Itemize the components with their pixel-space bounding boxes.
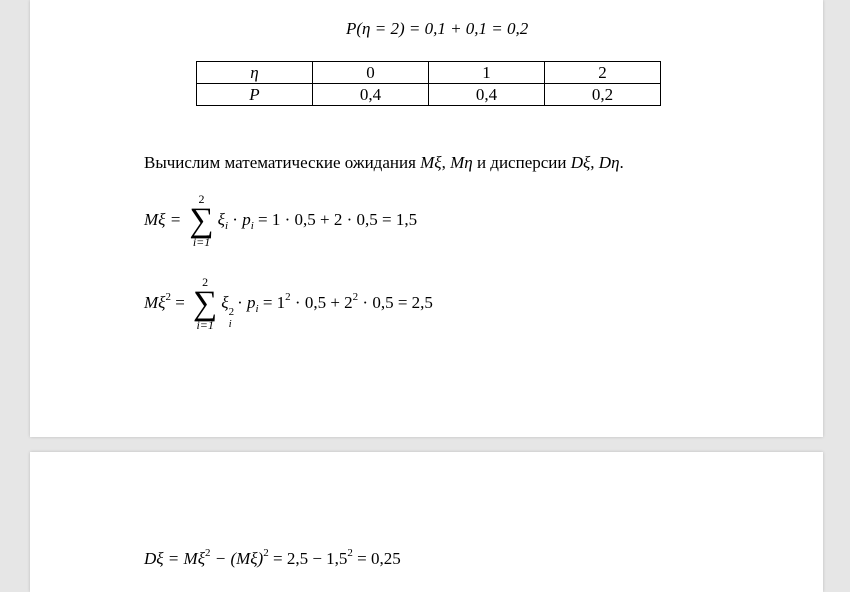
formula-rhs: = 1 · 0,5 + 2 · 0,5 = 1,5 <box>253 209 418 229</box>
sum-operator <box>189 193 213 249</box>
formula-variance <box>144 549 401 569</box>
paragraph-text: Вычислим математические ожидания <box>144 153 421 172</box>
sigma-symbol: ∑ <box>193 285 218 322</box>
sum-lower-limit: i=1 <box>192 235 211 249</box>
table-cell: 0,4 <box>313 84 429 106</box>
math-var: Mη <box>450 153 473 172</box>
table-cell: 1 <box>429 62 545 84</box>
table-cell: 0 <box>313 62 429 84</box>
subscript: i <box>250 219 254 232</box>
table-cell: 0,4 <box>429 84 545 106</box>
sum-upper-limit: 2 <box>202 275 209 289</box>
sup-sub-pair <box>229 306 235 330</box>
table-cell: η <box>197 62 313 84</box>
document-page-1 <box>30 0 823 437</box>
formula-lhs: Mξ = <box>144 209 182 229</box>
formula-rhs: = 1 <box>258 292 286 312</box>
formula-part: Dξ = Mξ <box>144 549 205 568</box>
superscript: 2 <box>285 290 291 303</box>
math-var: Dξ <box>570 153 591 172</box>
superscript: 2 <box>165 290 171 303</box>
sum-operator <box>193 276 217 332</box>
paragraph-text: . <box>619 153 624 172</box>
sum-lower-limit: i=1 <box>196 318 214 332</box>
paragraph-text: , <box>590 153 599 172</box>
subscript: i <box>255 302 259 315</box>
formula-expectation <box>144 193 417 249</box>
table-cell: 2 <box>545 62 661 84</box>
table-row <box>197 84 661 106</box>
superscript: 2 <box>263 547 269 559</box>
math-var: ξ <box>217 209 225 229</box>
table-cell: 0,2 <box>545 84 661 106</box>
formula-rhs: · 0,5 + 2 <box>290 292 353 312</box>
math-var: p <box>242 209 251 229</box>
distribution-table <box>196 61 661 106</box>
operator: · <box>237 292 247 312</box>
math-var: ξ <box>221 292 229 312</box>
probability-equation: P(η = 2) = 0,1 + 0,1 = 0,2 <box>346 19 529 38</box>
sum-upper-limit: 2 <box>198 192 205 206</box>
subscript: i <box>224 219 229 232</box>
superscript: 2 <box>347 547 353 559</box>
superscript: 2 <box>352 290 359 303</box>
paragraph-text: и дисперсии <box>472 153 571 172</box>
formula-second-moment <box>144 276 433 332</box>
math-var: Dη <box>598 153 620 172</box>
formula-rhs: · 0,5 = 2,5 <box>358 292 433 312</box>
sigma-symbol: ∑ <box>189 202 214 239</box>
operator: = <box>170 292 185 312</box>
formula-lhs: Mξ <box>144 292 166 312</box>
formula-part: = 2,5 − 1,5 <box>268 549 348 568</box>
intro-paragraph <box>144 153 624 173</box>
table-cell: P <box>197 84 313 106</box>
paragraph-text: , <box>441 153 451 172</box>
formula-part: − (Mξ) <box>210 549 264 568</box>
math-var: Mξ <box>420 153 442 172</box>
subscript: i <box>228 317 232 330</box>
formula-part: = 0,25 <box>352 549 401 568</box>
table-row <box>197 62 661 84</box>
superscript: 2 <box>228 305 235 318</box>
math-var: p <box>247 292 256 312</box>
document-page-2 <box>30 452 823 592</box>
operator: · <box>228 209 243 229</box>
superscript: 2 <box>204 547 211 559</box>
